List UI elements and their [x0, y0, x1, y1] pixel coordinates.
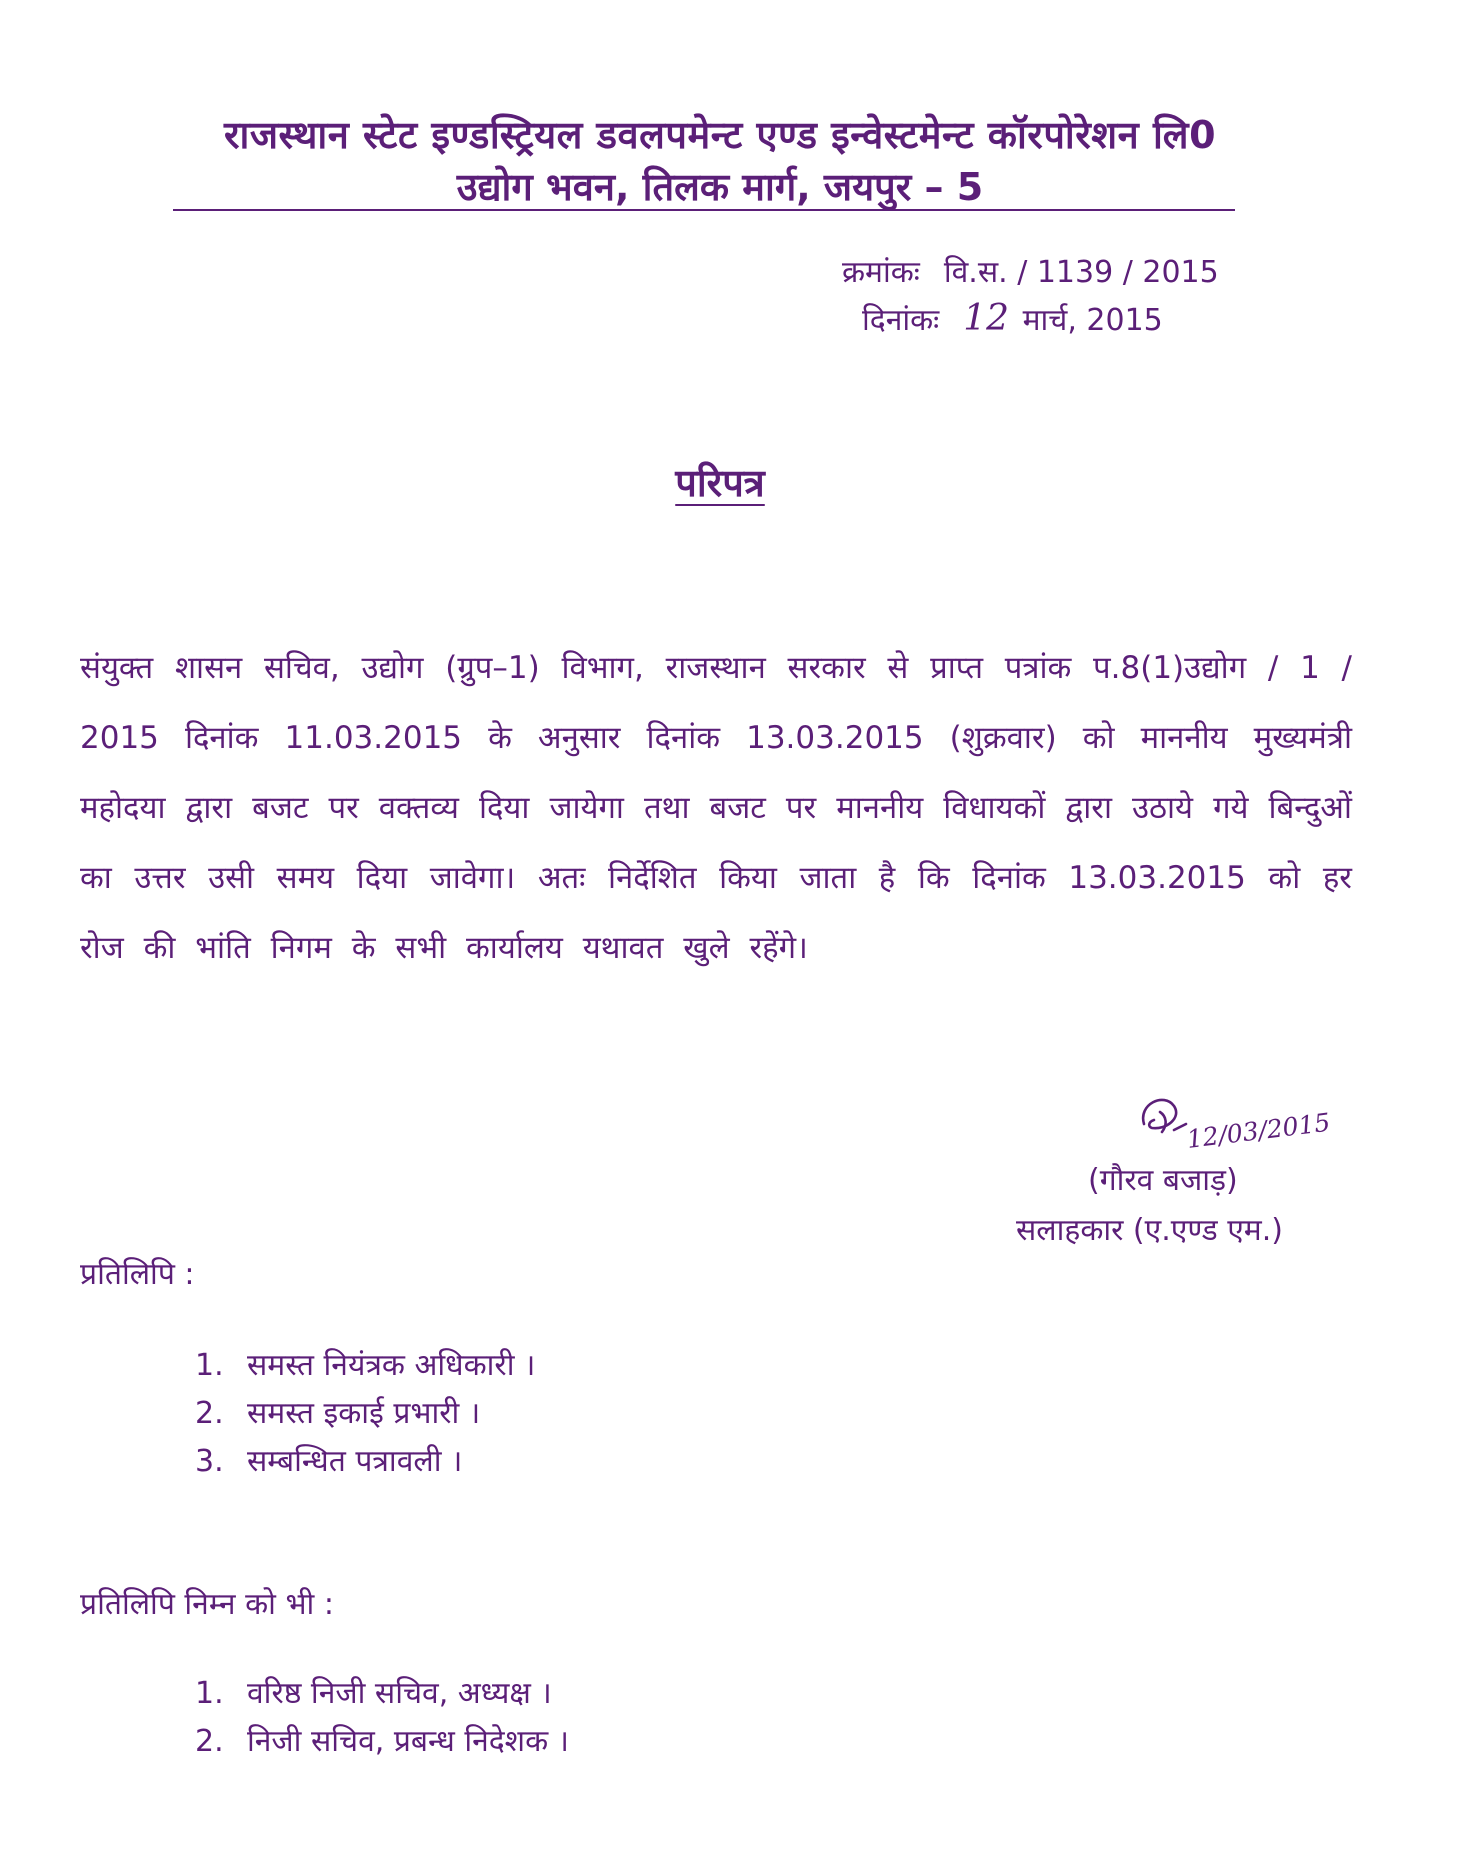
reference-date-rest: मार्च, 2015: [1022, 303, 1163, 338]
copy-to-heading: प्रतिलिपि :: [80, 1257, 195, 1292]
reference-date-label: दिनांकः: [862, 303, 940, 338]
list-item: 3. सम्बन्धित पत्रावली ।: [195, 1444, 463, 1479]
document-title: [0, 456, 1440, 508]
signer-name: (गौरव बजाड़): [1088, 1163, 1238, 1198]
reference-number-value: वि.स. / 1139 / 2015: [943, 255, 1219, 290]
copy-to-also-heading: प्रतिलिपि निम्न को भी :: [80, 1587, 334, 1622]
list-item: 2. समस्त इकाई प्रभारी ।: [195, 1396, 481, 1431]
handwritten-day: 12: [963, 298, 1010, 339]
list-item: 1. समस्त नियंत्रक अधिकारी ।: [195, 1348, 536, 1383]
list-item: 2. निजी सचिव, प्रबन्ध निदेशक ।: [195, 1724, 570, 1759]
copy-to-also-list: [195, 1670, 569, 1766]
organization-address: उद्योग भवन, तिलक मार्ग, जयपुर – 5: [456, 165, 984, 209]
reference-number: [842, 250, 1219, 291]
list-item: 1. वरिष्ठ निजी सचिव, अध्यक्ष ।: [195, 1676, 552, 1711]
signature-image: [1130, 1082, 1380, 1162]
organization-name: राजस्थान स्टेट इण्डस्ट्रियल डवलपमेन्ट एण्ड इन्वेस्टमेन्ट कॉरपोरेशन लि0: [223, 113, 1217, 157]
signature-date: 12/03/2015: [1185, 1107, 1332, 1154]
reference-number-label: क्रमांकः: [842, 255, 920, 290]
copy-to-list: [195, 1342, 535, 1486]
signer-designation: सलाहकार (ए.एण्ड एम.): [1016, 1213, 1283, 1248]
circular-body: संयुक्त शासन सचिव, उद्योग (ग्रुप–1) विभाग, राजस्थान सरकार से प्राप्त पत्रांक प.8(1)उद्योग / 1 / 2015 दिनांक 11.03.2015 के अनुसार दिनांक 13.03.2015 (शुक्रवार) को माननीय मुख्यमंत्री महोदया द्वारा बजट पर वक्तव्य दिया जायेगा तथा बजट पर माननीय विधायकों द्वारा उठाये गये बिन्दुओं का उत्तर उसी समय दिया जावेगा। अतः निर्देशित किया जाता है कि दिनांक 13.03.2015 को हर रोज की भांति निगम के सभी कार्यालय यथावत खुले रहेंगे।: [80, 650, 1352, 966]
header-divider: [173, 209, 1235, 211]
reference-date: [862, 298, 1163, 339]
document-title-text: परिपत्र: [675, 461, 765, 505]
